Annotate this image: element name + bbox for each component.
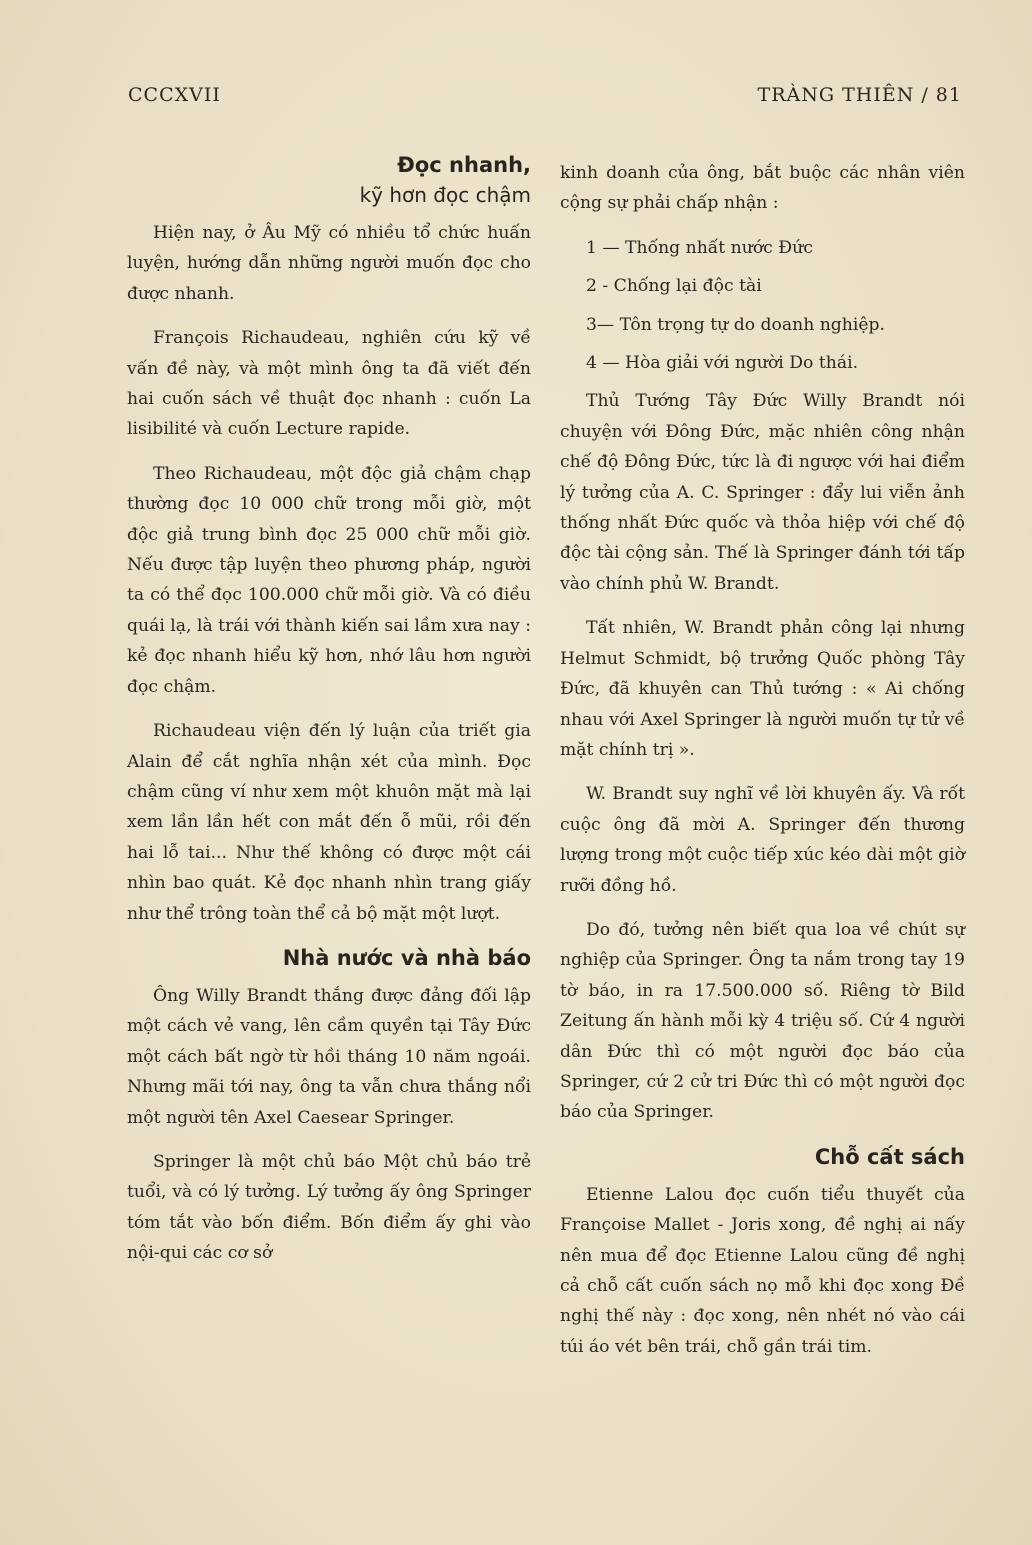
paragraph: Tất nhiên, W. Brandt phản công lại nhưng Helmut Schmidt, bộ trưởng Quốc phòng Tây Đức, đã khuyên can Thủ tướng : « Ai chống nhau với Axel Springer là người muốn tự tử về mặt chính trị ».	[560, 618, 965, 760]
section-heading-line1: Đọc nhanh,	[397, 153, 531, 177]
section-heading-state-and-press: Nhà nước và nhà báo	[282, 945, 531, 970]
paragraph: W. Brandt suy nghĩ về lời khuyên ấy. Và rốt cuộc ông đã mời A. Springer đến thương lượng trong một cuộc tiếp xúc kéo dài một giờ rưỡi đồng hồ.	[560, 784, 965, 896]
list-item: 4 — Hòa giải với người Do thái.	[586, 353, 859, 374]
left-column	[127, 150, 531, 1283]
right-column	[560, 158, 965, 1376]
list-item: 3— Tôn trọng tự do doanh nghiệp.	[586, 314, 886, 335]
paragraph: Thủ Tướng Tây Đức Willy Brandt nói chuyện với Đông Đức, mặc nhiên công nhận chế độ Đông Đức, tức là đi ngược với hai điểm lý tưởng của A. C. Springer : đẩy lui viễn ảnh thống nhất Đức quốc và thỏa hiệp với chế độ độc tài cộng sản. Thế là Springer đánh tới tấp vào chính phủ W. Brandt.	[560, 391, 965, 594]
paragraph: Springer là một chủ báo Một chủ báo trẻ tuổi, và có lý tưởng. Lý tưởng ấy ông Springer tóm tắt vào bốn điểm. Bốn điểm ấy ghi vào nội-qui các cơ sở	[127, 1151, 531, 1264]
list-item: 2 - Chống lại độc tài	[586, 276, 762, 297]
section-heading-line2: kỹ hơn đọc chậm	[359, 183, 531, 207]
page-header-title: TRÀNG THIÊN / 81	[757, 84, 962, 106]
paragraph: Theo Richaudeau, một độc giả chậm chạp thường đọc 10 000 chữ trong mỗi giờ, một độc giả trung bình đọc 25 000 chữ mỗi giờ. Nếu được tập luyện theo phương pháp, người ta có thể đọc 100.000 chữ mỗi giờ. Và có điều quái lạ, là trái với thành kiến sai lầm xưa nay : kẻ đọc nhanh hiểu kỹ hơn, nhớ lâu hơn người đọc chậm.	[127, 463, 531, 697]
issue-number: CCCXVII	[128, 84, 221, 106]
paragraph: Do đó, tưởng nên biết qua loa về chút sự nghiệp của Springer. Ông ta nắm trong tay 19 tờ báo, in ra 17.500.000 số. Riêng tờ Bild Zeitung ấn hành mỗi kỳ 4 triệu số. Cứ 4 người dân Đức thì có một người đọc báo của Springer, cứ 2 cử tri Đức thì có một người đọc báo của Springer.	[560, 919, 965, 1123]
paragraph: Richaudeau viện đến lý luận của triết gia Alain để cắt nghĩa nhận xét của mình. Đọc chậm cũng ví như xem một khuôn mặt mà lại xem lần lần hết con mắt đến ỗ mũi, rồi đến hai lỗ tai... Như thế không có được một cái nhìn bao quát. Kẻ đọc nhanh nhìn trang giấy như thể trông toàn thể cả bộ mặt một lượt.	[127, 721, 531, 924]
paragraph: Ông Willy Brandt thắng được đảng đối lập một cách vẻ vang, lên cầm quyền tại Tây Đức một cách bất ngờ từ hồi tháng 10 năm ngoái. Nhưng mãi tới nay, ông ta vẫn chưa thắng nổi một người tên Axel Caesear Springer.	[127, 985, 531, 1128]
section-heading-fast-reading	[127, 150, 531, 210]
section-heading-book-place: Chỗ cất sách	[814, 1144, 965, 1169]
running-head	[128, 84, 962, 114]
list-item: 1 — Thống nhất nước Đức	[586, 237, 813, 258]
paragraph: François Richaudeau, nghiên cứu kỹ về vấn đề này, và một mình ông ta đã viết đến hai cuốn sách về thuật đọc nhanh : cuốn La lisibilité và cuốn Lecture rapide.	[127, 328, 531, 440]
paragraph: Hiện nay, ở Âu Mỹ có nhiều tổ chức huấn luyện, hướng dẫn những người muốn đọc cho được nhanh.	[127, 223, 531, 304]
paragraph: Etienne Lalou đọc cuốn tiểu thuyết của Françoise Mallet - Joris xong, đề nghị ai nấy nên mua để đọc Etienne Lalou cũng đề nghị cả chỗ cất cuốn sách nọ mỗ khi đọc xong Đề nghị thế này : đọc xong, nên nhét nó vào cái túi áo vét bên trái, chỗ gần trái tim.	[560, 1184, 965, 1357]
paragraph-continued: kinh doanh của ông, bắt buộc các nhân viên cộng sự phải chấp nhận :	[560, 163, 965, 214]
